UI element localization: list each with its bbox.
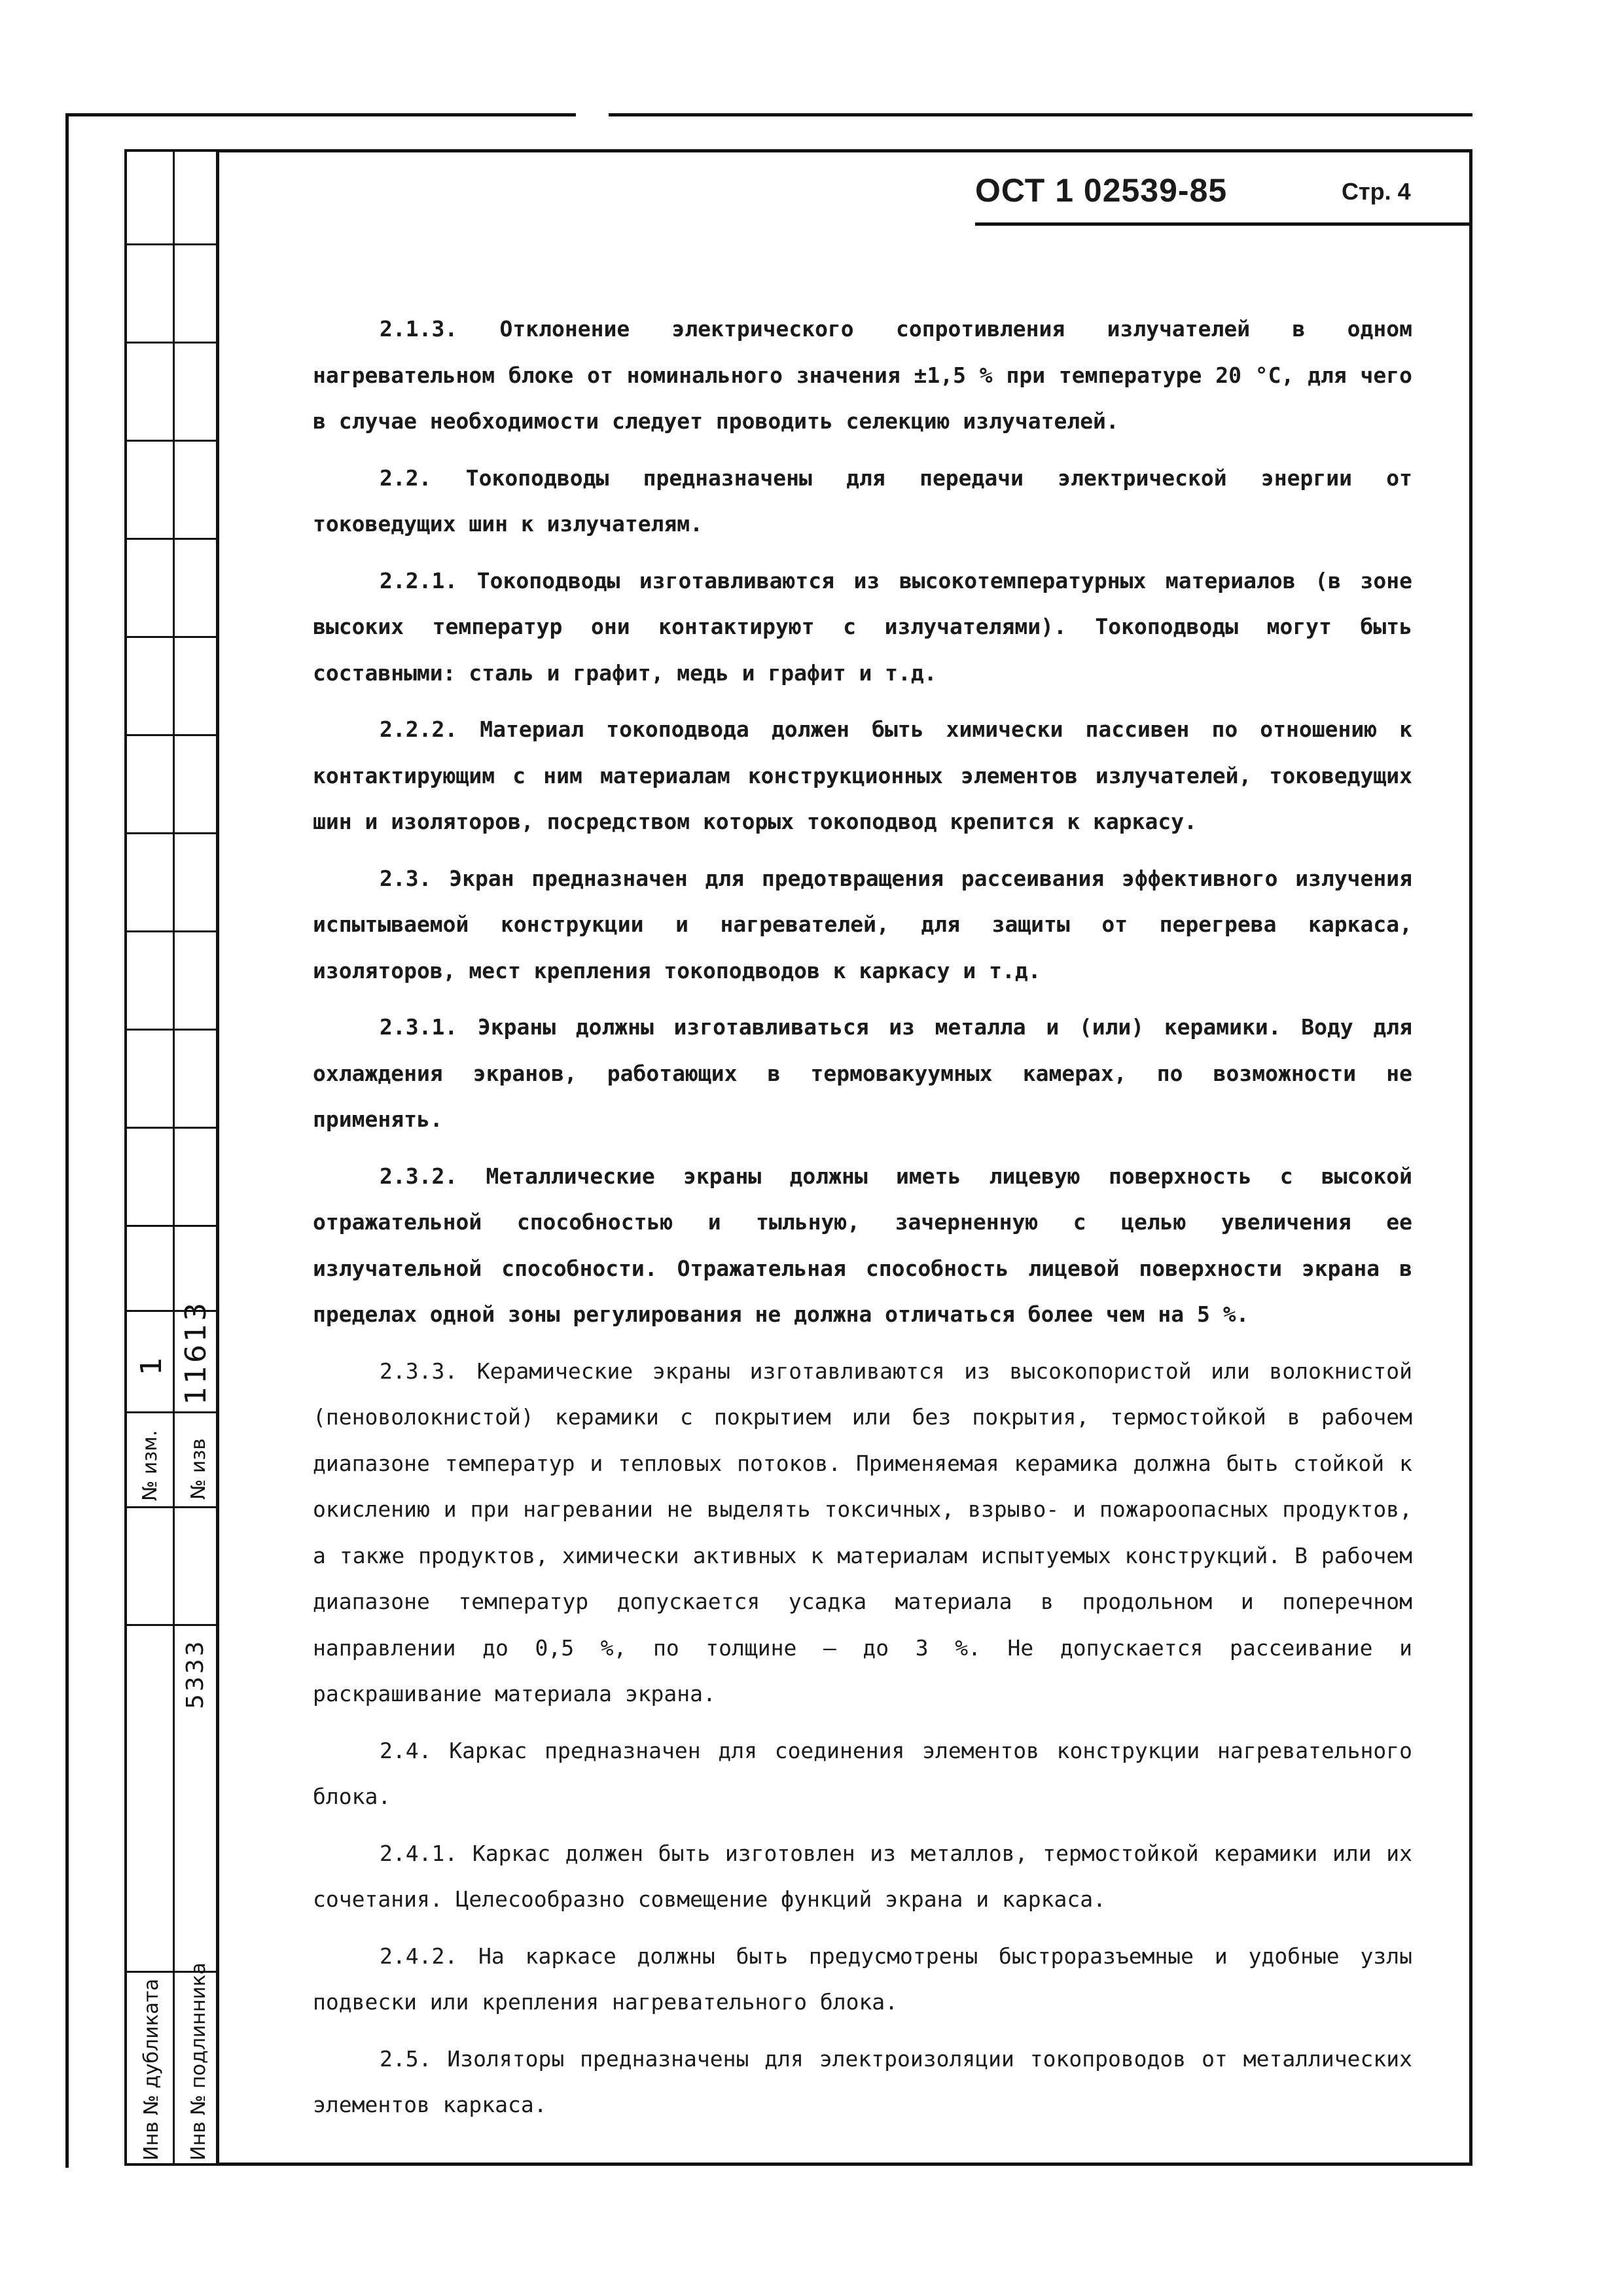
strip-line [127, 734, 216, 736]
paragraph-2-2-1: 2.2.1. Токоподводы изготавливаются из высокотемпературных материалов (в зоне высоких температур они контактируют с излучателями). Токоподводы могут быть составными: сталь и графит, медь и графит и т.д. [313, 567, 1412, 686]
paragraph-2-3-1: 2.3.1. Экраны должны изготавливаться из металла и (или) керамики. Воду для охлаждения экранов, работающих в термовакуумных камерах, по возможности не применять. [313, 1014, 1412, 1132]
strip-line [127, 243, 216, 245]
paragraph-2-2-2: 2.2.2. Материал токоподвода должен быть химически пассивен по отношению к контактирующим с ним материалам конструкционных элементов излучателей, токоведущих шин и изоляторов, посредством которых токоподвод крепится к каркасу. [313, 716, 1412, 834]
strip-line [127, 1624, 216, 1626]
page-header [975, 171, 1472, 230]
inv-podl-value: 5333 [182, 1638, 209, 1709]
strip-line [127, 930, 216, 932]
paragraph-2-4: 2.4. Каркас предназначен для соединения элементов конструкции нагревательного блока. [313, 1737, 1412, 1809]
strip-line [127, 1411, 216, 1413]
paragraph-2-4-2: 2.4.2. На каркасе должны быть предусмотрены быстроразъемные и удобные узлы подвески или крепления нагревательного блока. [313, 1943, 1412, 2015]
strip-line [127, 832, 216, 834]
strip-line [127, 636, 216, 638]
strip-line [127, 1225, 216, 1227]
document-code: ОСТ 1 02539-85 [975, 172, 1228, 209]
frame-top-line-right [609, 113, 1472, 116]
izv-value: 11613 [179, 1300, 213, 1405]
frame-top-line-left [65, 113, 576, 116]
paragraph-2-1-3: 2.1.3. Отклонение электрического сопротивления излучателей в одном нагревательном блоке от номинального значения ±1,5 % при температуре 20 °C, для чего в случае необходимости следует проводить селекцию излучателей. [313, 316, 1412, 434]
page-number: Стр. 4 [1342, 178, 1411, 205]
strip-line [127, 342, 216, 344]
paragraph-2-4-1: 2.4.1. Каркас должен быть изготовлен из металлов, термостойкой керамики или их сочетания. Целесообразно совмещение функций экрана и каркаса. [313, 1840, 1412, 1912]
izv-label: № изв [187, 1438, 210, 1500]
paragraph-2-2: 2.2. Токоподводы предназначены для передачи электрической энергии от токоведущих шин к излучателям. [313, 465, 1412, 537]
document-body [313, 306, 1412, 2128]
frame-left-line [65, 113, 69, 2168]
strip-divider [173, 152, 175, 2163]
izm-label: № изм. [139, 1430, 162, 1501]
paragraph-2-5: 2.5. Изоляторы предназначены для электроизоляции токопроводов от металлических элементов каркаса. [313, 2045, 1412, 2117]
strip-line [127, 440, 216, 442]
paragraph-2-3-3: 2.3.3. Керамические экраны изготавливаются из высокопористой или волокнистой (пеноволокнистой) керамики с покрытием или без покрытия, термостойкой в рабочем диапазоне температур и тепловых потоков. Применяемая керамика должна быть стойкой к окислению и при нагревании не выделять токсичных, взрыво- и пожароопасных продуктов, а также продуктов, химически активных к материалам испытуемых конструкций. В рабочем диапазоне температур допускается усадка материала в продольном и поперечном направлении до 0,5 %, по толщине – до 3 %. Не допускается рассеивание и раскрашивание материала экрана. [313, 1358, 1412, 1706]
strip-line [127, 1127, 216, 1129]
paragraph-2-3: 2.3. Экран предназначен для предотвращения рассеивания эффективного излучения испытываемой конструкции и нагревателей, для защиты от перегрева каркаса, изоляторов, мест крепления токоподводов к каркасу и т.д. [313, 865, 1412, 983]
strip-line [127, 1029, 216, 1031]
strip-line [127, 1506, 216, 1508]
inv-podl-label: Инв № подлинника [187, 1962, 210, 2161]
strip-line [127, 538, 216, 540]
header-underline [975, 222, 1472, 226]
inv-dubl-label: Инв № дубликата [140, 1978, 163, 2161]
izm-value: 1 [135, 1354, 168, 1375]
stamp-strip [124, 149, 216, 2166]
paragraph-2-3-2: 2.3.2. Металлические экраны должны иметь лицевую поверхность с высокой отражательной способностью и тыльную, зачерненную с целью увеличения ее излучательной способности. Отражательная способность лицевой поверхности экрана в пределах одной зоны регулирования не должна отличаться более чем на 5 %. [313, 1163, 1412, 1327]
